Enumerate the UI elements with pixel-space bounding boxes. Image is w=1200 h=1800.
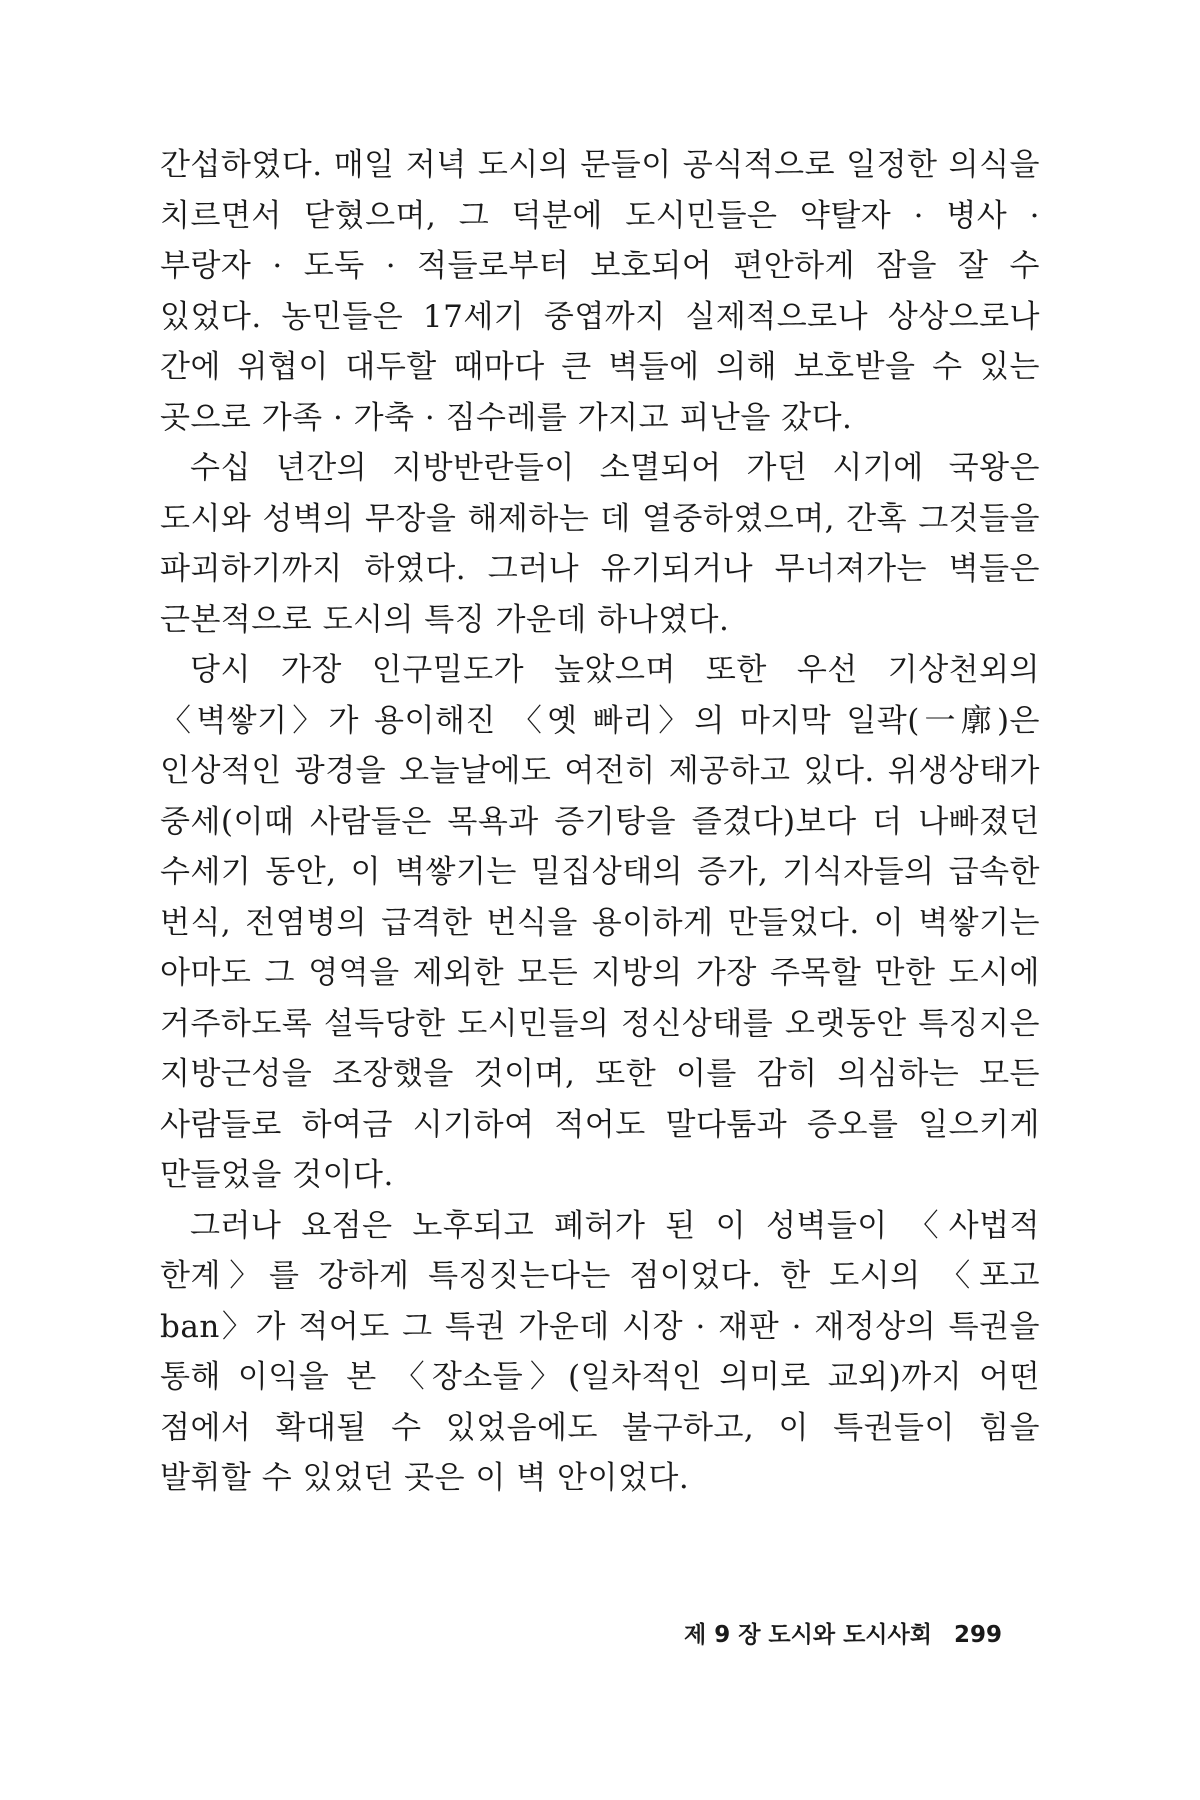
paragraph-continued: 간섭하였다. 매일 저녁 도시의 문들이 공식적으로 일정한 의식을 치르면서 닫혔으며, 그 덕분에 도시민들은 약탈자 · 병사 · 부랑자 · 도둑 · 적들로부터 보호되어 편안하게 잠을 잘 수 있었다. 농민들은 17세기 중엽까지 실제적으로나 상상으로나 간에 위협이 대두할 때마다 큰 벽들에 의해 보호받을 수 있는 곳으로 가족 · 가축 · 짐수레를 가지고 피난을 갔다. bbox=[160, 147, 1040, 436]
paragraph: 당시 가장 인구밀도가 높았으며 또한 우선 기상천외의 〈벽쌓기〉가 용이해진 〈옛 빠리〉의 마지막 일곽(一廓)은 인상적인 광경을 오늘날에도 여전히 제공하고 있다. 위생상태가 중세(이때 사람들은 목욕과 증기탕을 즐겼다)보다 더 나빠졌던 수세기 동안, 이 벽쌓기는 밀집상태의 증가, 기식자들의 급속한 번식, 전염병의 급격한 번식을 용이하게 만들었다. 이 벽쌓기는 아마도 그 영역을 제외한 모든 지방의 가장 주목할 만한 도시에 거주하도록 설득당한 도시민들의 정신상태를 오랫동안 특징지은 지방근성을 조장했을 것이며, 또한 이를 감히 의심하는 모든 사람들로 하여금 시기하여 적어도 말다툼과 증오를 일으키게 만들었을 것이다. bbox=[160, 652, 1040, 1193]
paragraph: 그러나 요점은 노후되고 폐허가 된 이 성벽들이 〈사법적 한계〉를 강하게 특징짓는다는 점이었다. 한 도시의 〈포고 ban〉가 적어도 그 특권 가운데 시장 · 재판 · 재정상의 특권을 통해 이익을 본 〈장소들〉(일차적인 의미로 교외)까지 어떤 점에서 확대될 수 있었음에도 불구하고, 이 특권들이 힘을 발휘할 수 있었던 곳은 이 벽 안이었다. bbox=[160, 1207, 1040, 1496]
page-number: 299 bbox=[953, 1622, 1002, 1648]
paragraph: 수십 년간의 지방반란들이 소멸되어 가던 시기에 국왕은 도시와 성벽의 무장을 해제하는 데 열중하였으며, 간혹 그것들을 파괴하기까지 하였다. 그러나 유기되거나 무너져가는 벽들은 근본적으로 도시의 특징 가운데 하나였다. bbox=[160, 450, 1040, 638]
running-footer-chapter: 제 9 장 도시와 도시사회 bbox=[683, 1622, 932, 1648]
page-footer bbox=[684, 1616, 1002, 1649]
body-text bbox=[160, 140, 1040, 1504]
